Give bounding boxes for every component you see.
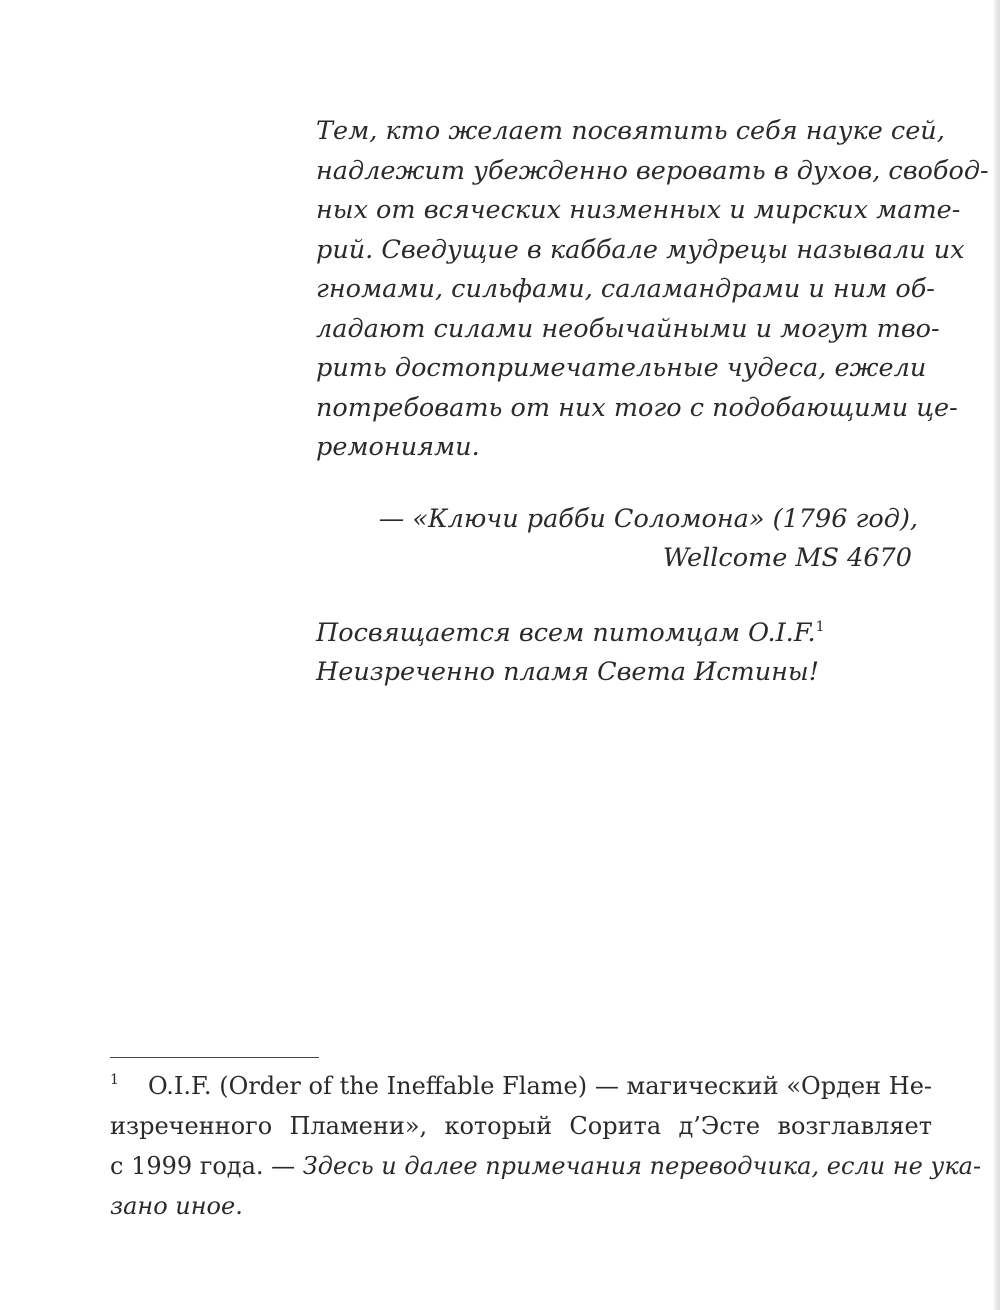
- epigraph-source: Wellcome MS 4670: [662, 543, 912, 573]
- epigraph: [316, 112, 989, 693]
- footnote-reference[interactable]: 1: [815, 618, 825, 635]
- footnote-line: зано иное.: [110, 1192, 243, 1220]
- footnote-text: с 1999 года. —: [110, 1152, 303, 1180]
- epigraph-line: ладают силами необычайными и могут тво-: [316, 313, 940, 344]
- epigraph-line: Тем, кто желает посвятить себя науке сей,: [316, 116, 945, 146]
- dedication-line: [316, 614, 918, 654]
- epigraph-line: рий. Сведущие в каббале мудрецы называли их: [316, 234, 965, 265]
- dedication-text: Посвящается всем питомцам O.I.F.: [316, 617, 816, 648]
- dedication-line: Неизреченно пламя Света Истины!: [316, 657, 819, 687]
- footnote-number: 1: [110, 1072, 119, 1088]
- footnote-separator: [110, 1057, 319, 1058]
- epigraph-line: потребовать от них того с подобающими це-: [316, 392, 958, 423]
- footnote-line: изреченного Пламени», который Сорита д’Эсте возглавляет: [110, 1112, 932, 1140]
- epigraph-line: ремониями.: [316, 432, 480, 462]
- footnote-line: [110, 1146, 982, 1186]
- footnote-text: O.I.F. (Order of the Ineffable Flame) — магический «Орден Не-: [148, 1072, 932, 1100]
- footnote-line: [110, 1066, 932, 1106]
- footnote: [110, 1066, 982, 1226]
- epigraph-attribution: — «Ключи рабби Соломона» (1796 год),: [378, 503, 918, 534]
- epigraph-line: рить достопримечательные чудеса, ежели: [316, 353, 927, 383]
- footnote-note: Здесь и далее примечания переводчика, если не ука-: [302, 1152, 982, 1180]
- epigraph-line: гномами, сильфами, саламандрами и ним об-: [316, 274, 935, 304]
- page-edge: [994, 0, 1000, 1310]
- dedication: [316, 614, 918, 693]
- epigraph-line: ных от всяческих низменных и мирских мате-: [316, 195, 961, 225]
- epigraph-line: надлежит убежденно веровать в духов, свобод-: [316, 155, 989, 186]
